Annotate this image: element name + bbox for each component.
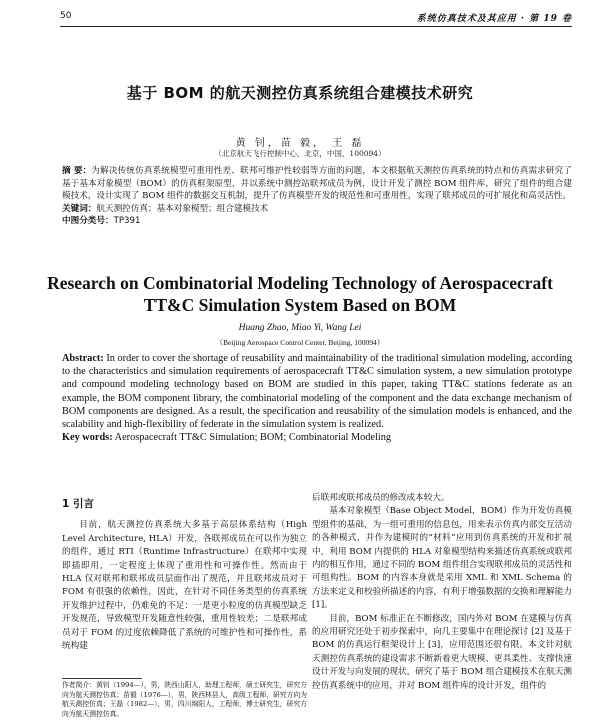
footnote-divider	[62, 678, 142, 679]
title-en-line2: TT&C Simulation System Based on BOM	[143, 295, 457, 315]
page-number: 50	[60, 11, 72, 21]
class-label: 中图分类号：	[62, 216, 114, 226]
author-footnote: 作者简介：黄钊（1994—），男，陕西山阳人，助理工程师，硕士研究生，研究方向为航天测控仿真；苗毅（1976—），男，陕西林县人，高级工程师，研究方向为航天测控仿真；王磊（1982—），男，四川绵阳人，工程师，博士研究生，研究方向为航天测控仿真。	[62, 681, 307, 718]
keywords-en-text: Aerospacecraft TT&C Simulation; BOM; Combinatorial Modeling	[114, 432, 391, 444]
title-en-line1: Research on Combinatorial Modeling Technology of Aerospacecraft	[47, 273, 553, 293]
authors-english: Huang Zhao, Miao Yi, Wang Lei	[238, 323, 362, 333]
journal-name: 系统仿真技术及其应用 · 第 19 卷	[416, 14, 572, 24]
abstract-english	[62, 352, 572, 444]
right-column	[312, 492, 572, 693]
left-column	[62, 498, 307, 653]
abstract-en-text: In order to cover the shortage of reusability and maintainability of the traditional simulation modeling, according to the characteristics and simulation requirements of aerospacecraft TT&C simulation system, a new simulation prototype and compound modeling technology based on BOM are studied in this paper, taking TT&C stations federate as an example, the BOM component library, the combinatorial modeling of the component and the data exchange mechanism of BOM components are designed. As a result, the specification and reusability of the simulation models is enhanced, and the scalability and high-flexibility of federate in the simulation system is realized.	[62, 353, 572, 431]
affiliation-chinese: （北京航天飞行控制中心，北京，中国，100094）	[214, 149, 386, 158]
keywords-cn-text: 航天测控仿真；基本对象模型；组合建模技术	[96, 203, 269, 214]
keywords-cn-label: 关键词：	[62, 203, 97, 214]
intro-paragraph-1: 目前，航天测控仿真系统大多基于高层体系结构（High Level Architecture, HLA）开发，各联邦成员在可以作为独立的组件，通过 RTI（Runtime Infrastructure）在联邦中实现即插即用，一定程度上体现了重用性和可操作性。然而由于 HLA 仅对联邦和联邦成员层面作出了规范，并且联邦成员对于 FOM 有很强的依赖性，因此，在针对不同任务类型的仿真系统开发维护过程中，仍难免的不足：一是更小粒度的仿真模型缺乏开发规范，导致模型开发随意性较强，重用性较差；二是联邦成员对于 FOM 的过度依赖降低了系统的可维护性和可操作性，系统构建	[62, 520, 307, 652]
abstract-chinese	[62, 165, 572, 228]
keywords-chinese	[62, 203, 572, 216]
keywords-en-label: Key words:	[62, 432, 113, 444]
abstract-cn-label: 摘 要：	[62, 166, 92, 176]
title-english	[0, 272, 600, 316]
classification-number	[62, 215, 572, 228]
section-heading-introduction: 1 引言	[62, 498, 94, 510]
title-chinese: 基于 BOM 的航天测控仿真系统组合建模技术研究	[126, 84, 474, 102]
keywords-english	[62, 431, 572, 444]
intro-paragraph-3: 目前，BOM 标准正在不断修改，国内外对 BOM 在建模与仿真的应用研究还处于初步探索中，向几主要集中在理论探讨 [2] 及基于 BOM 的仿真运行框架设计上 [3]，应用范围还很有限。本文针对航天测控仿真系统的建设需求不断新着更大规模、更具柔性、支撑快速设计开发与向发展的现状，研究了基于 BOM 组合建模技术在航天测控仿真系统中的应用，并对 BOM 组件库的设计开发，组件的	[312, 613, 572, 691]
intro-paragraph-continued: 后联邦或联邦成员的修改成本较大。	[312, 493, 450, 503]
authors-chinese: 黄 钊，苗 毅， 王 磊	[235, 138, 365, 149]
class-code: TP391	[113, 216, 141, 226]
abstract-cn-text: 为解决传统仿真系统模型可重用性差、联邦可维护性较弱等方面的问题，本文根据航天测控仿真系统的特点和仿真需求研究了基于基本对象模型（BOM）的仿真框架原型，并以系统中测控站联邦成员为例，设计开发了测控 BOM 组件库，研究了组件的组合建模技术，设计实现了 BOM 组件的数据交互机制，提升了仿真模型开发的规范性和可重用性，实现了联邦成员的可扩展化和高灵活性。	[62, 166, 572, 201]
affiliation-english: （Beijing Aerospace Control Center, Beijing, 100094）	[215, 338, 385, 347]
abstract-en-label: Abstract:	[62, 353, 104, 364]
running-header	[60, 10, 572, 27]
intro-paragraph-2: 基本对象模型（Base Object Model，BOM）作为开发仿真模型组件的基础，为一组可重用的信息包，用来表示仿真内部交互活动的各种模式，并作为建模时的“材料”应用到仿真系统的开发和扩展中，利用 BOM 内提供的 HLA 对象模型结构来描述仿真系统或联邦内的相互作用，通过不同的 BOM 组件组合实现联邦成员的灵活性和可组构性。BOM 的内容本身就是采用 XML 和 XML Schema 的方法来定义和校验所描述的内容，有利于增强数据的交换和理解能力 [1]。	[312, 506, 572, 611]
